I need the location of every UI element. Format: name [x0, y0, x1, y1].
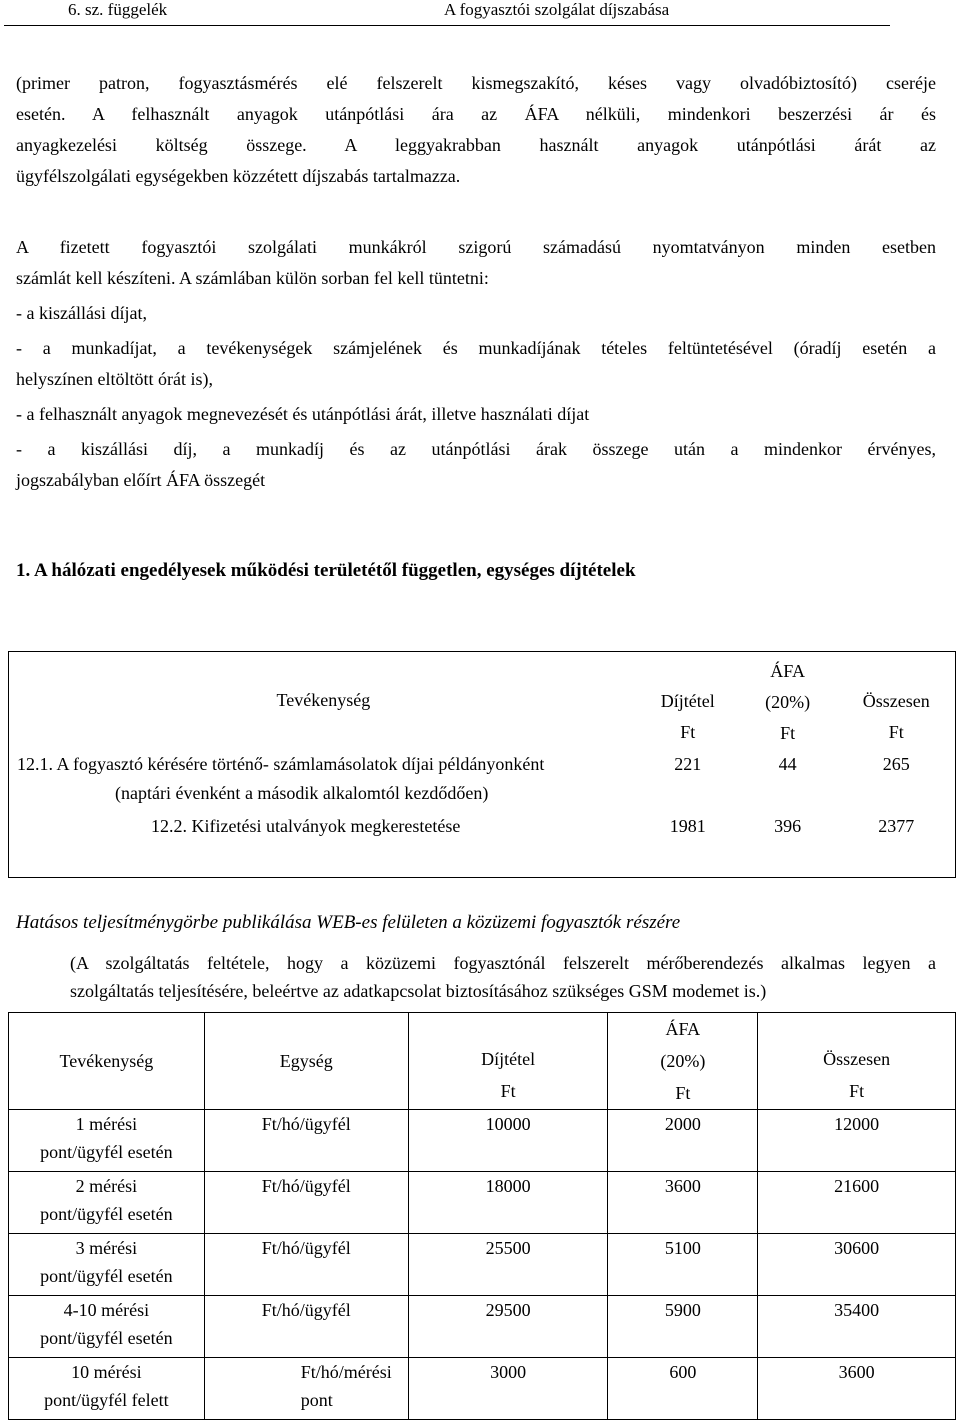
- section2-note: [70, 949, 936, 1005]
- header-fee-label: Díjtétel: [481, 1049, 536, 1069]
- row-activity-line: pont/ügyfél felett: [44, 1390, 169, 1410]
- row-activity: [9, 1234, 205, 1296]
- header-vat-label: ÁFA: [665, 1019, 701, 1039]
- table-header-row: [9, 652, 956, 750]
- header-vat-unit: Ft: [675, 1083, 691, 1103]
- billing-line: számlát kell készíteni. A számlában külön sorban fel kell tüntetni:: [16, 268, 489, 288]
- row-total: 265: [882, 753, 910, 774]
- billing-paragraph: [16, 232, 936, 496]
- intro-line: (primer patron, fogyasztásmérés elé felszerelt kismegszakító, késes vagy olvadóbiztosító) cseréje: [16, 73, 936, 93]
- header-vat: [608, 1013, 758, 1110]
- row-fee: 10000: [408, 1110, 608, 1172]
- row-activity-line: 1 mérési: [75, 1114, 138, 1134]
- header-unit: Egység: [204, 1013, 408, 1110]
- row-activity: [9, 1358, 205, 1420]
- row-unit-line: Ft/hó/ügyfél: [261, 1176, 351, 1196]
- row-fee: 29500: [408, 1296, 608, 1358]
- row-unit-line: Ft/hó/ügyfél: [261, 1300, 351, 1320]
- header-total: [758, 1013, 956, 1110]
- row-activity: [9, 1172, 205, 1234]
- row-unit: [204, 1234, 408, 1296]
- row-activity-line: (naptári évenként a második alkalomtól kezdődően): [115, 782, 489, 803]
- header-total-unit: Ft: [888, 722, 904, 742]
- row-vat: 3600: [608, 1172, 758, 1234]
- header-fee-unit: Ft: [680, 722, 696, 742]
- intro-paragraph: [16, 68, 936, 192]
- row-vat: 44: [778, 753, 797, 774]
- flat-fee-table: [8, 651, 956, 878]
- row-total: 30600: [758, 1234, 956, 1296]
- table-row: [9, 1110, 956, 1172]
- row-unit: [204, 1172, 408, 1234]
- row-activity-line: 12.1. A fogyasztó kérésére történő- számlamásolatok díjai példányonként: [17, 753, 545, 774]
- row-unit: [204, 1358, 408, 1420]
- billing-item: - a munkadíjat, a tevékenységek számjelének és munkadíjának tételes feltüntetésével (óradíj esetén a: [16, 338, 936, 358]
- row-activity-line: pont/ügyfél esetén: [40, 1328, 173, 1348]
- intro-line: ügyfélszolgálati egységekben közzétett díjszabás tartalmazza.: [16, 166, 461, 186]
- row-activity: [9, 1110, 205, 1172]
- header-total-unit: Ft: [849, 1081, 865, 1101]
- billing-item: - a kiszállási díjat,: [16, 303, 147, 323]
- billing-line: A fizetett fogyasztói szolgálati munkákról szigorú számadású nyomtatványon minden esetben: [16, 237, 936, 257]
- row-total: 21600: [758, 1172, 956, 1234]
- row-activity: [9, 750, 638, 812]
- page-header: [0, 0, 960, 30]
- row-activity: [9, 1296, 205, 1358]
- row-total: 2377: [878, 815, 915, 836]
- row-unit-line: pont: [300, 1390, 333, 1410]
- row-vat: 396: [774, 815, 802, 836]
- table-row: [9, 750, 956, 812]
- row-fee: 1981: [669, 815, 706, 836]
- header-vat-rate: (20%): [660, 1051, 706, 1071]
- row-unit: [204, 1296, 408, 1358]
- header-activity: Tevékenység: [276, 690, 371, 711]
- note-line: szolgáltatás teljesítésére, beleértve az adatkapcsolat biztosításához szükséges GSM modemet is.): [70, 981, 767, 1001]
- row-unit-line: Ft/hó/ügyfél: [261, 1238, 351, 1258]
- header-vat: [738, 652, 838, 750]
- row-activity-line: 10 mérési: [71, 1362, 142, 1382]
- billing-item: - a felhasznált anyagok megnevezését és utánpótlási árát, illetve használati díjat: [16, 404, 590, 424]
- table-header-row: [9, 1013, 956, 1110]
- header-total: [838, 652, 956, 750]
- table-row: [9, 1234, 956, 1296]
- header-total-label: Összesen: [823, 1049, 891, 1069]
- header-appendix-label: 6. sz. függelék: [68, 0, 168, 19]
- table-row: [9, 812, 956, 878]
- row-activity-line: 4-10 mérési: [63, 1300, 150, 1320]
- row-fee: 221: [674, 753, 702, 774]
- row-fee: 25500: [408, 1234, 608, 1296]
- header-vat-rate: (20%): [765, 692, 811, 712]
- row-fee: 18000: [408, 1172, 608, 1234]
- header-total-label: Összesen: [862, 691, 930, 711]
- row-unit-line: Ft/hó/ügyfél: [261, 1114, 351, 1134]
- header-document-title: A fogyasztói szolgálat díjszabása: [444, 0, 670, 19]
- row-activity-line: pont/ügyfél esetén: [40, 1266, 173, 1286]
- row-vat: 2000: [608, 1110, 758, 1172]
- row-unit: [204, 1110, 408, 1172]
- billing-item: - a kiszállási díj, a munkadíj és az utánpótlási árak összege után a mindenkor érvényes,: [16, 439, 936, 459]
- row-activity-line: 2 mérési: [75, 1176, 138, 1196]
- section1-title: 1. A hálózati engedélyesek működési területétől független, egységes díjtételek: [16, 560, 636, 581]
- intro-line: esetén. A felhasznált anyagok utánpótlási ára az ÁFA nélküli, mindenkori beszerzési ár és: [16, 104, 936, 124]
- table-row: [9, 1358, 956, 1420]
- note-line: (A szolgáltatás feltétele, hogy a közüzemi fogyasztónál felszerelt mérőberendezés alkalmas legyen a: [70, 953, 936, 973]
- header-divider: [4, 25, 890, 26]
- measurement-fee-table: [8, 1012, 956, 1420]
- header-activity: Tevékenység: [9, 1013, 205, 1110]
- row-activity: 12.2. Kifizetési utalványok megkerestetése: [151, 815, 461, 836]
- billing-item-cont: jogszabályban előírt ÁFA összegét: [16, 470, 266, 490]
- table-row: [9, 1172, 956, 1234]
- header-fee: [408, 1013, 608, 1110]
- row-unit-line: Ft/hó/mérési: [300, 1362, 392, 1382]
- row-activity-line: pont/ügyfél esetén: [40, 1204, 173, 1224]
- header-fee-label: Díjtétel: [660, 691, 715, 711]
- row-total: 12000: [758, 1110, 956, 1172]
- billing-item-cont: helyszínen eltöltött órát is),: [16, 369, 213, 389]
- table-row: [9, 1296, 956, 1358]
- row-fee: 3000: [408, 1358, 608, 1420]
- row-vat: 5100: [608, 1234, 758, 1296]
- row-total: 3600: [758, 1358, 956, 1420]
- header-vat-unit: Ft: [780, 723, 796, 743]
- intro-line: anyagkezelési költség összege. A leggyakrabban használt anyagok utánpótlási árát az: [16, 135, 936, 155]
- row-vat: 600: [608, 1358, 758, 1420]
- row-vat: 5900: [608, 1296, 758, 1358]
- header-fee: [638, 652, 738, 750]
- row-activity-line: 3 mérési: [75, 1238, 138, 1258]
- row-total: 35400: [758, 1296, 956, 1358]
- header-fee-unit: Ft: [500, 1081, 516, 1101]
- header-vat-label: ÁFA: [770, 661, 805, 681]
- section2-title: Hatásos teljesítménygörbe publikálása WEB-es felületen a közüzemi fogyasztók részére: [16, 912, 681, 933]
- row-activity-line: pont/ügyfél esetén: [40, 1142, 173, 1162]
